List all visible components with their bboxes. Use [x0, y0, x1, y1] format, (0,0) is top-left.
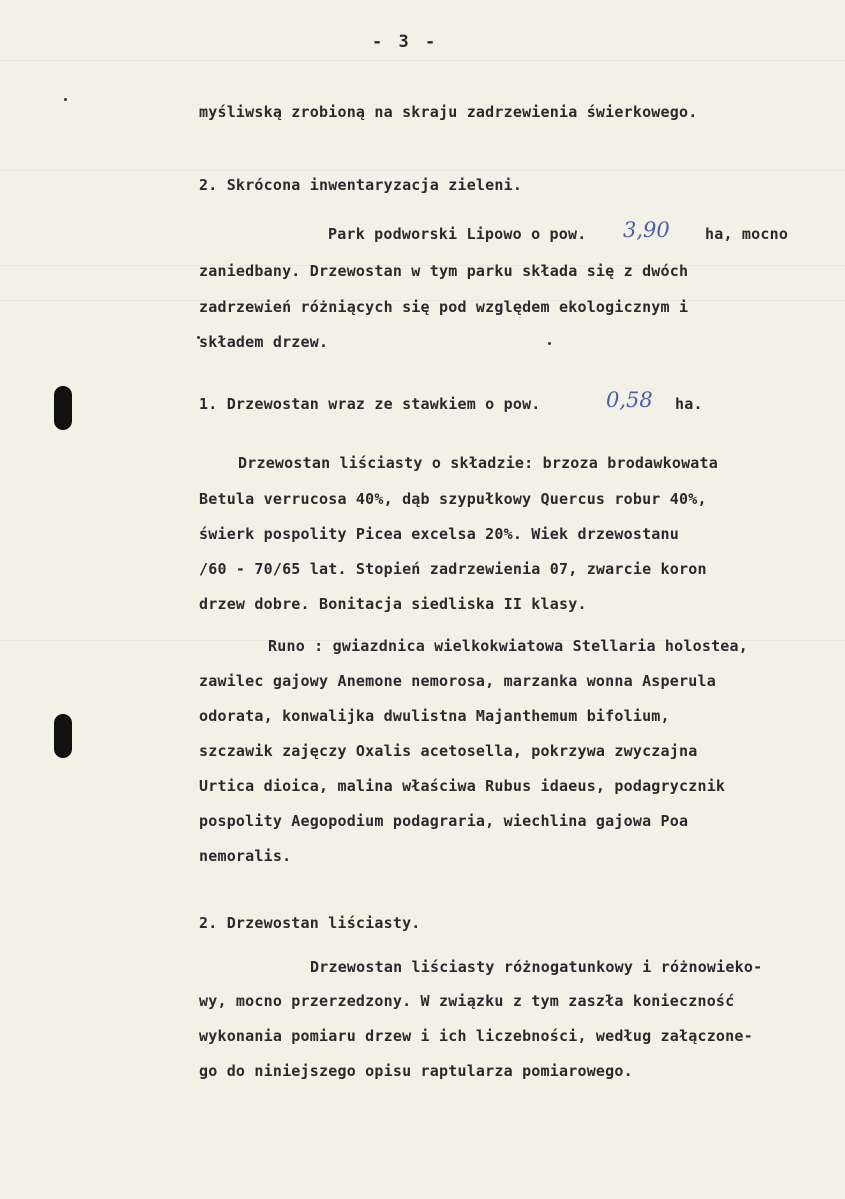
- text-line: wykonania pomiaru drzew i ich liczebności, według załączone-: [199, 1027, 753, 1045]
- text-line: Drzewostan liściasty różnogatunkowy i różnowieko-: [310, 958, 763, 976]
- text-line: go do niniejszego opisu raptularza pomiarowego.: [199, 1062, 633, 1080]
- text-line: /60 - 70/65 lat. Stopień zadrzewienia 07, zwarcie koron: [199, 560, 707, 578]
- text-line: świerk pospolity Picea excelsa 20%. Wiek drzewostanu: [199, 525, 679, 543]
- text-line: nemoralis.: [199, 847, 292, 865]
- text-line: zawilec gajowy Anemone nemorosa, marzanka wonna Asperula: [199, 672, 716, 690]
- text-line: zadrzewień różniących się pod względem ekologicznym i: [199, 298, 689, 316]
- punch-hole-bottom: [54, 714, 72, 758]
- text-line: Betula verrucosa 40%, dąb szypułkowy Quercus robur 40%,: [199, 490, 707, 508]
- speck: [548, 342, 551, 345]
- text-line: Drzewostan liściasty o składzie: brzoza brodawkowata: [238, 454, 718, 472]
- text-line: zaniedbany. Drzewostan w tym parku składa się z dwóch: [199, 262, 689, 280]
- text-line: Park podworski Lipowo o pow.: [328, 225, 587, 243]
- text-line: Runo : gwiazdnica wielkokwiatowa Stellaria holostea,: [268, 637, 748, 655]
- text-line: składem drzew.: [199, 333, 329, 351]
- punch-hole-top: [54, 386, 72, 430]
- text-line: pospolity Aegopodium podagraria, wiechlina gajowa Poa: [199, 812, 689, 830]
- section-heading: 2. Skrócona inwentaryzacja zieleni.: [199, 176, 523, 194]
- handwritten-area: 3,90: [623, 218, 670, 242]
- text-line: ha.: [675, 395, 703, 413]
- handwritten-area: 0,58: [606, 388, 653, 412]
- speck: [64, 98, 67, 101]
- text-line: Urtica dioica, malina właściwa Rubus idaeus, podagrycznik: [199, 777, 726, 795]
- text-line: wy, mocno przerzedzony. W związku z tym zaszła konieczność: [199, 992, 735, 1010]
- text-line: ha, mocno: [705, 225, 789, 243]
- text-line: odorata, konwalijka dwulistna Majanthemum bifolium,: [199, 707, 670, 725]
- text-line: drzew dobre. Bonitacja siedliska II klasy.: [199, 595, 587, 613]
- page-number: - 3 -: [372, 32, 439, 52]
- subsection-heading: 2. Drzewostan liściasty.: [199, 914, 421, 932]
- text-line: szczawik zajęczy Oxalis acetosella, pokrzywa zwyczajna: [199, 742, 698, 760]
- text-line: myśliwską zrobioną na skraju zadrzewienia świerkowego.: [199, 103, 698, 121]
- subsection-heading: 1. Drzewostan wraz ze stawkiem o pow.: [199, 395, 541, 413]
